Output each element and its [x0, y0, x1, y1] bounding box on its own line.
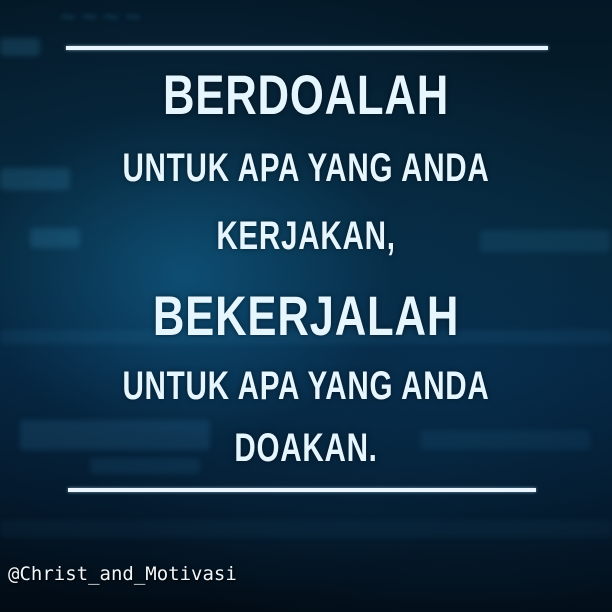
quote-line-5: UNTUK APA YANG ANDA	[122, 364, 490, 408]
quote-line-1: BERDOALAH	[162, 63, 450, 126]
background-glow	[0, 520, 612, 538]
background-glow	[30, 228, 80, 248]
background-digits: ~~~~	[60, 2, 147, 32]
bottom-divider	[68, 488, 536, 492]
watermark-handle: @Christ_and_Motivasi	[8, 563, 237, 585]
top-divider	[66, 46, 548, 50]
quote-line-3: KERJAKAN,	[216, 214, 396, 258]
background-glow	[0, 38, 40, 56]
quote-line-6: DOAKAN.	[234, 426, 378, 470]
quote-line-4: BEKERJALAH	[152, 284, 460, 347]
quote-line-2: UNTUK APA YANG ANDA	[122, 146, 490, 190]
background-glow	[0, 168, 70, 190]
